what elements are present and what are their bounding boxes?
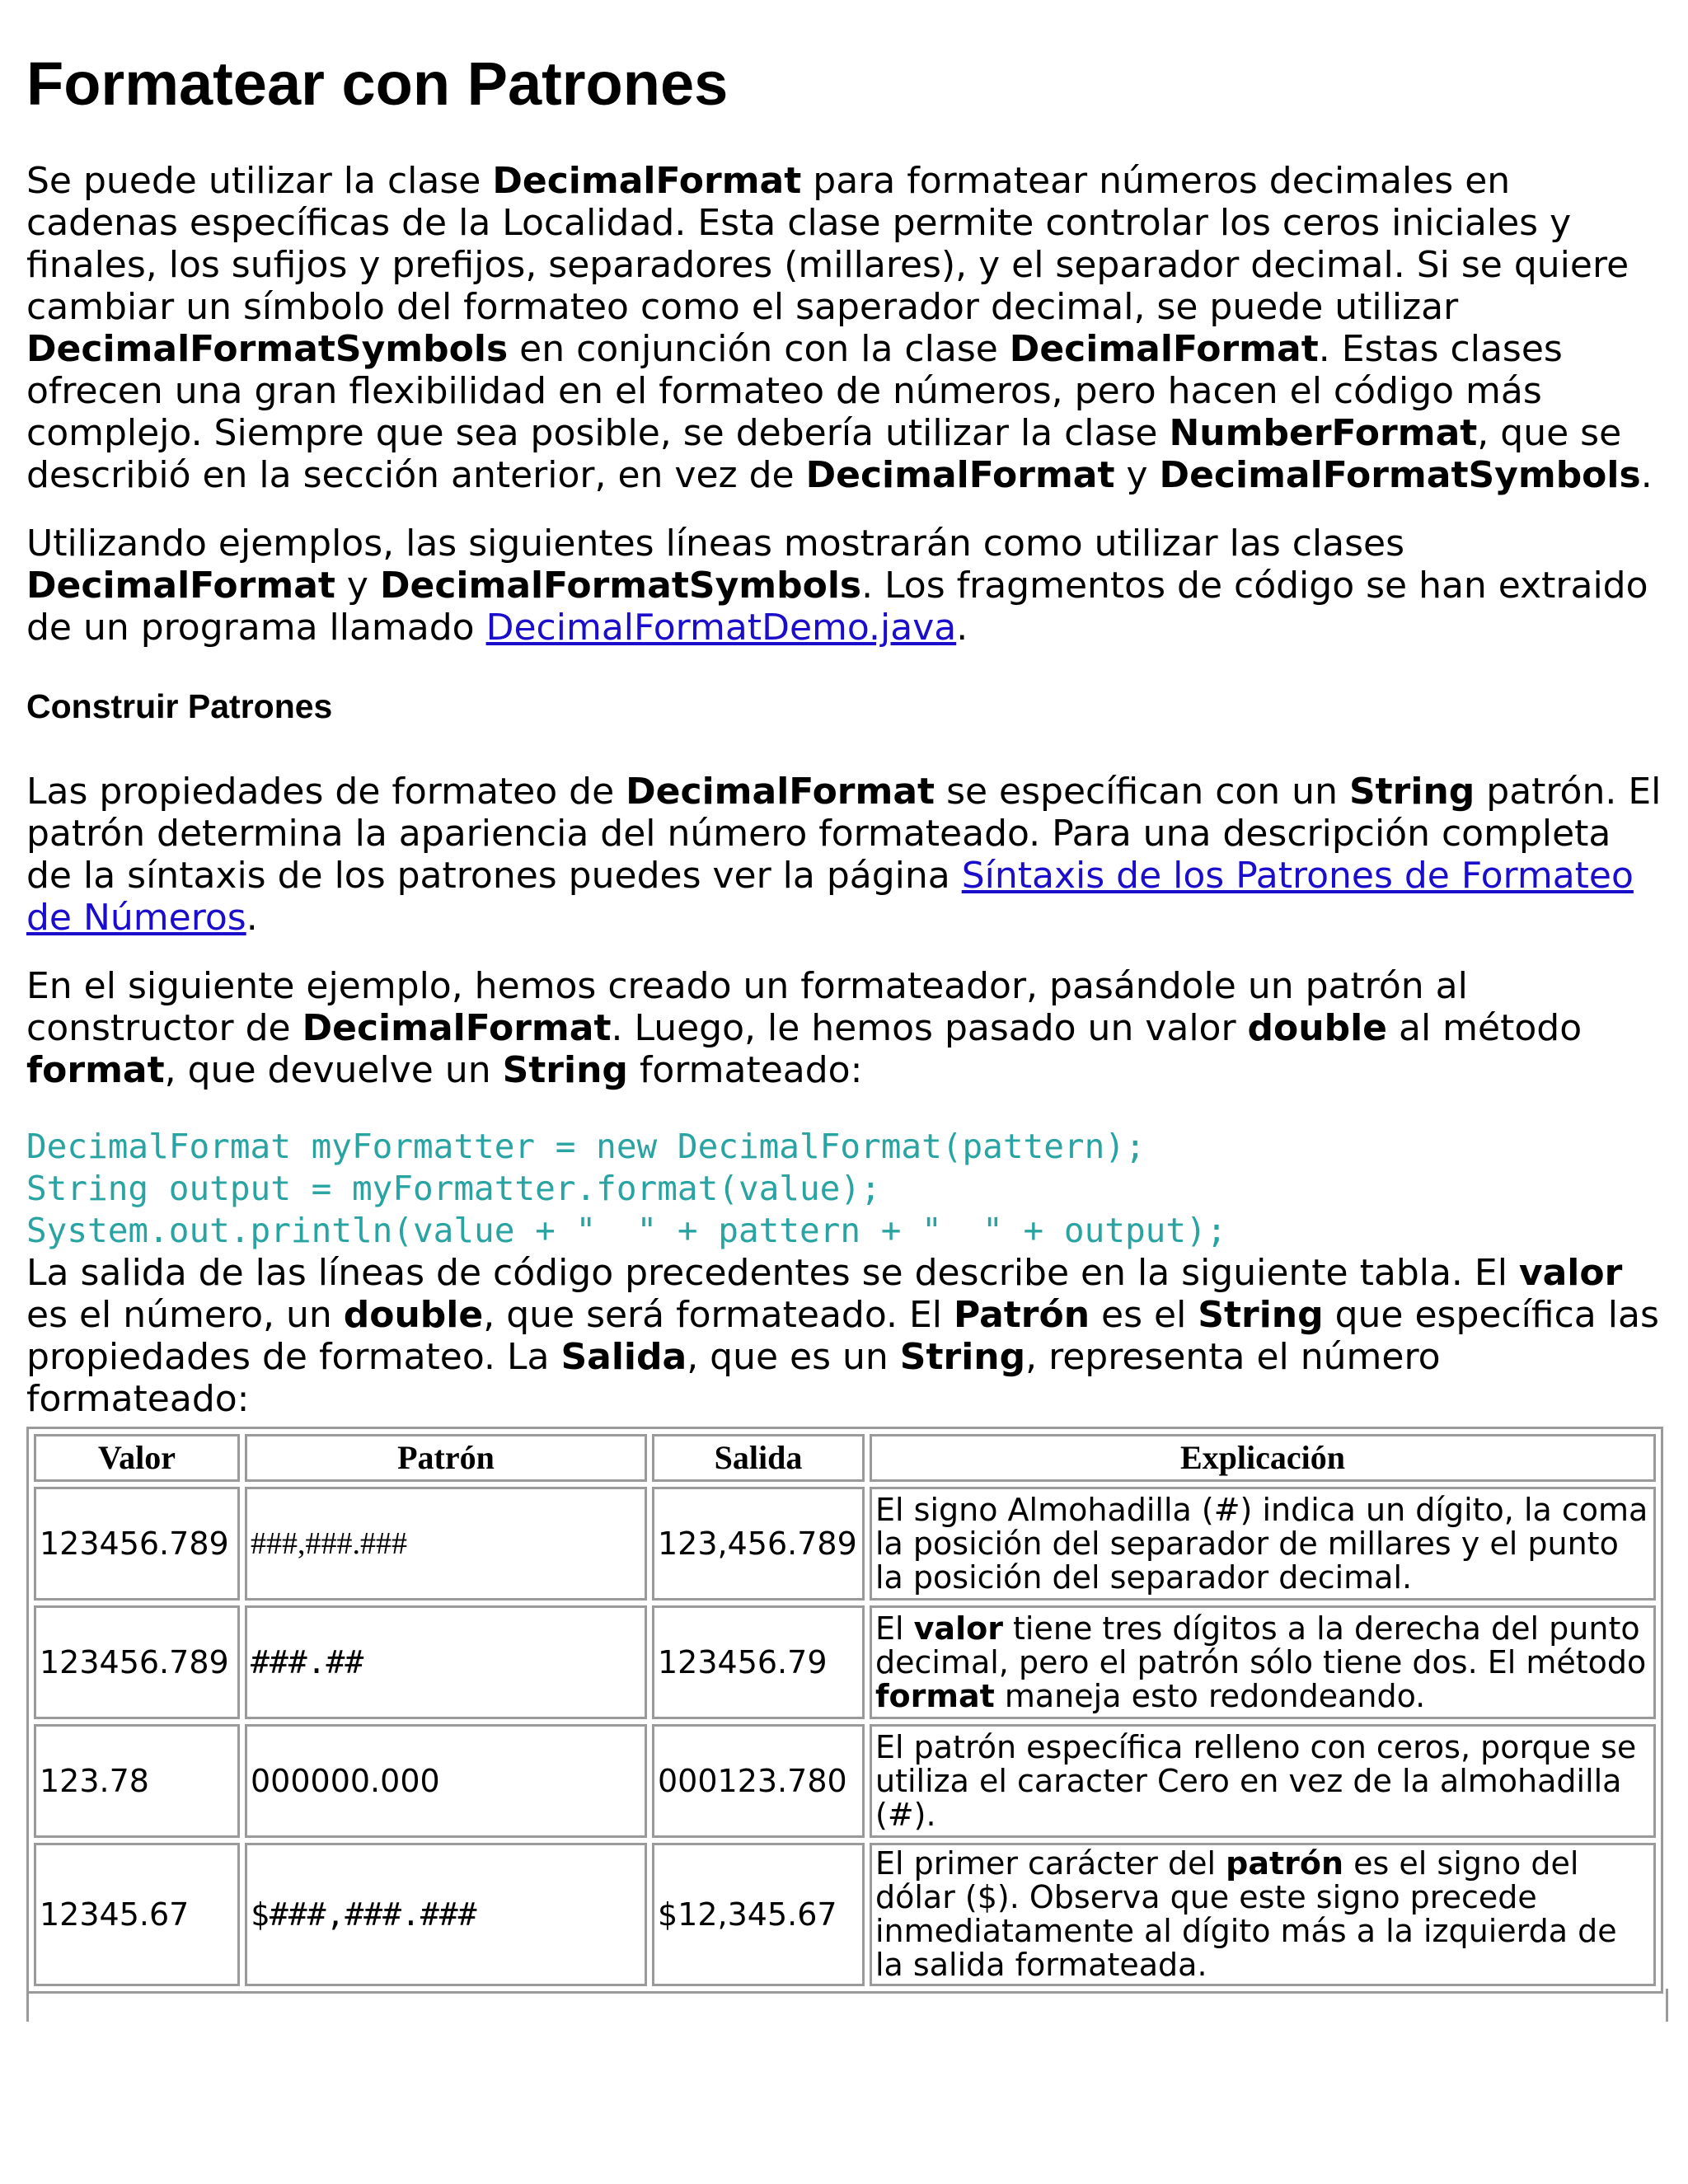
cell-explicacion — [870, 1487, 1656, 1601]
bold-term: DecimalFormat — [26, 565, 335, 607]
text: Utilizando ejemplos, las siguientes líneas mostrarán como utilizar las clases — [26, 523, 1405, 565]
cell-patron: ###.## — [245, 1605, 647, 1719]
cell-patron: $###,###.### — [245, 1843, 647, 1986]
bold-term: DecimalFormat — [302, 1007, 612, 1049]
text: , que es un — [687, 1336, 900, 1378]
cell-explicacion — [870, 1724, 1656, 1838]
pattern-syntax-link[interactable]: Síntaxis de los Patrones de Formateo de Números — [26, 855, 1634, 939]
text: formateado: — [627, 1049, 863, 1091]
text: que específica las propiedades de formateo. La — [26, 1294, 1659, 1378]
text: En el siguiente ejemplo, hemos creado un formateador, pasándole un patrón al constructor de — [26, 965, 1468, 1049]
header-salida: Salida — [652, 1434, 865, 1482]
text: en conjunción con la clase — [508, 328, 1010, 370]
text: , representa el número formateado: — [26, 1336, 1441, 1420]
text: al método — [1387, 1007, 1582, 1049]
text: es el signo del dólar ($). Observa que este signo precede inmediatamente al dígito más a la izquierda de la salida formateada. — [875, 1845, 1617, 1983]
text: patrón. El patrón determina la apariencia del número formateado. Para una descripción completa de la síntaxis de los patrones puedes ver la página — [26, 771, 1662, 897]
text: Se puede utilizar la clase — [26, 160, 493, 202]
cell-explicacion — [870, 1843, 1656, 1986]
bold-term: valor — [913, 1610, 1003, 1647]
cell-salida: $12,345.67 — [652, 1843, 865, 1986]
cell-salida: 123,456.789 — [652, 1487, 865, 1601]
text: , que será formateado. El — [483, 1294, 954, 1336]
header-patron: Patrón — [245, 1434, 647, 1482]
table-row — [34, 1487, 1656, 1601]
text: . Luego, le hemos pasado un valor — [611, 1007, 1248, 1049]
header-explicacion: Explicación — [870, 1434, 1656, 1482]
cell-valor: 12345.67 — [34, 1843, 240, 1986]
text: El — [875, 1610, 914, 1647]
section-paragraph-2 — [26, 965, 1662, 1091]
text: . Estas clases ofrecen una gran flexibilidad en el formateo de números, pero hacen el código más complejo. Siempre que sea posible, se debería utilizar la clase — [26, 328, 1563, 454]
bold-term: valor — [1518, 1252, 1623, 1294]
text: , que devuelve un — [164, 1049, 503, 1091]
text: es el — [1090, 1294, 1198, 1336]
text: y — [335, 565, 380, 607]
cell-salida: 000123.780 — [652, 1724, 865, 1838]
cell-salida: 123456.79 — [652, 1605, 865, 1719]
bold-term: String — [502, 1049, 628, 1091]
text: El primer carácter del — [875, 1845, 1226, 1882]
page-title: Formatear con Patrones — [26, 49, 729, 118]
section-heading: Construir Patrones — [26, 687, 333, 725]
section-paragraph-1 — [26, 771, 1662, 939]
bold-term: String — [899, 1336, 1026, 1378]
cell-patron: ###,###.### — [245, 1487, 647, 1601]
text: El signo Almohadilla (#) indica un dígito, la coma la posición del separador de millares y el punto la posición del separador decimal. — [875, 1491, 1648, 1596]
intro-paragraph-2 — [26, 523, 1662, 649]
bold-term: DecimalFormat — [626, 771, 935, 813]
text: tiene tres dígitos a la derecha del punto decimal, pero el patrón sólo tiene dos. El método — [875, 1610, 1647, 1680]
text: , que se describió en la sección anterior, en vez de — [26, 412, 1622, 496]
bold-term: format — [26, 1049, 165, 1091]
bold-term: Patrón — [954, 1294, 1090, 1336]
bold-term: double — [1247, 1007, 1388, 1049]
text: maneja esto redondeando. — [994, 1677, 1426, 1714]
text: . — [956, 607, 968, 649]
table-continuation — [26, 1989, 1668, 2022]
table-header-row — [34, 1434, 1656, 1482]
table-row — [34, 1724, 1656, 1838]
bold-term: String — [1348, 771, 1475, 813]
format-examples-table — [26, 1427, 1663, 1994]
table-row — [34, 1843, 1656, 1986]
text: se específican con un — [935, 771, 1349, 813]
bold-term: DecimalFormatSymbols — [26, 328, 509, 370]
bold-term: DecimalFormatSymbols — [1159, 454, 1641, 496]
text: y — [1114, 454, 1160, 496]
bold-term: DecimalFormat — [1009, 328, 1319, 370]
header-valor: Valor — [34, 1434, 240, 1482]
bold-term: DecimalFormat — [805, 454, 1115, 496]
cell-valor: 123.78 — [34, 1724, 240, 1838]
text: . — [1640, 454, 1653, 496]
intro-paragraph-1 — [26, 160, 1662, 496]
cell-explicacion — [870, 1605, 1656, 1719]
bold-term: String — [1198, 1294, 1324, 1336]
section-paragraph-3 — [26, 1252, 1662, 1420]
bold-term: DecimalFormat — [492, 160, 802, 202]
text: La salida de las líneas de código precedentes se describe en la siguiente tabla. El — [26, 1252, 1519, 1294]
bold-term: format — [875, 1677, 995, 1714]
code-snippet: DecimalFormat myFormatter = new DecimalFormat(pattern); String output = myFormatter.format(value); System.out.println(value + " " + pattern + " " + output); — [26, 1127, 1227, 1250]
text: para formatear números decimales en cadenas específicas de la Localidad. Esta clase permite controlar los ceros iniciales y finales, los sufijos y prefijos, separadores (millares), y el separador decimal. Si se quiere cambiar un símbolo del formateo como el saperador decimal, se puede utilizar — [26, 160, 1629, 328]
bold-term: patrón — [1226, 1845, 1344, 1882]
cell-valor: 123456.789 — [34, 1487, 240, 1601]
text: es el número, un — [26, 1294, 344, 1336]
text: . Los fragmentos de código se han extraido de un programa llamado — [26, 565, 1648, 649]
bold-term: Salida — [560, 1336, 687, 1378]
bold-term: DecimalFormatSymbols — [379, 565, 862, 607]
demo-source-link[interactable]: DecimalFormatDemo.java — [485, 607, 957, 649]
text: El patrón específica relleno con ceros, porque se utiliza el caracter Cero en vez de la almohadilla (#). — [875, 1728, 1637, 1833]
text: Las propiedades de formateo de — [26, 771, 626, 813]
cell-patron: 000000.000 — [245, 1724, 647, 1838]
bold-term: NumberFormat — [1169, 412, 1478, 454]
text: . — [246, 897, 258, 939]
bold-term: double — [343, 1294, 484, 1336]
table-row — [34, 1605, 1656, 1719]
cell-valor: 123456.789 — [34, 1605, 240, 1719]
